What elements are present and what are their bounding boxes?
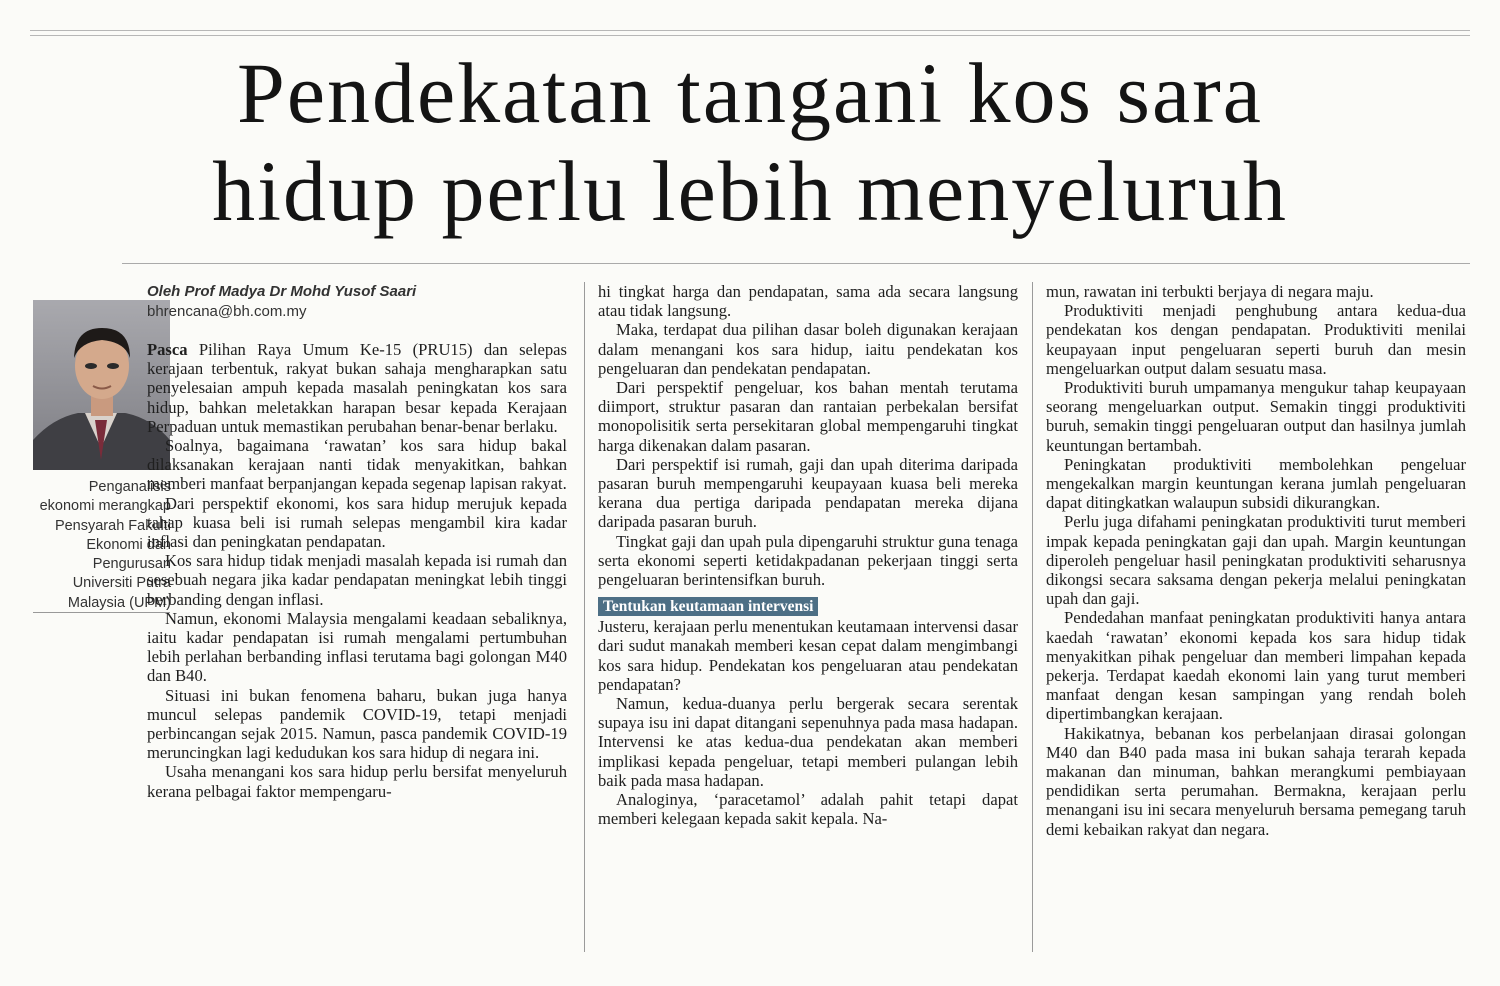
column-rule [1032, 282, 1033, 952]
caption-line: Pengurusan [92, 556, 171, 573]
caption-line: Malaysia (UPM) [67, 594, 171, 611]
paragraph: hi tingkat harga dan pendapatan, sama ada secara langsung atau tidak langsung. [598, 282, 1018, 321]
paragraph: Hakikatnya, bebanan kos perbelanjaan dirasai golongan M40 dan B40 pada masa ini bukan sahaja terarah kepada makanan dan minuman, bahkan merangkumi pembiayaan pendidikan serta perumahan. Bermakna, kerajaan perlu menangani isu ini secara menyeluruh bersama pemegang taruh demi kebaikan rakyat dan negara. [1046, 723, 1466, 839]
paragraph: Peningkatan produktiviti membolehkan pengeluar mengekalkan margin keuntungan kerana jumlah pengeluaran dapat ditingkatkan walaupun subsidi dikurangkan. [1046, 454, 1466, 513]
paragraph: Perlu juga difahami peningkatan produktiviti turut memberi impak kepada peningkatan gaji dan upah. Margin keuntungan diperoleh pengeluar hasil peningkatan produktiviti seharusnya dikongsi secara saksama dengan pekerja melalui peningkatan upah dan gaji. [1046, 512, 1466, 609]
headline-line-1: Pendekatan tangani kos sara [237, 45, 1263, 141]
byline: Oleh Prof Madya Dr Mohd Yusof Saari [147, 283, 417, 300]
paragraph: Produktiviti menjadi penghubung antara kedua-dua pendekatan kos dengan pendapatan. Produktiviti menilai keupayaan input pengeluaran seperti buruh dan mesin mengeluarkan output dalam sesuatu masa. [1046, 301, 1466, 378]
article-column-1 [147, 282, 567, 801]
paragraph: Dari perspektif ekonomi, kos sara hidup merujuk kepada tahap kuasa beli isi rumah selepas mengambil kira kadar inflasi dan peningkatan pendapatan. [147, 493, 567, 552]
lead-paragraph [147, 340, 567, 436]
section-rule [122, 263, 1470, 264]
caption-line: ekonomi merangkap [39, 498, 171, 515]
paragraph: Tingkat gaji dan upah pula dipengaruhi struktur guna tenaga serta ekonomi seperti ketidakpadanan pekerjaan tinggi serta pengeluaran berintensifkan buruh. [598, 531, 1018, 590]
paragraph: Kos sara hidup tidak menjadi masalah kepada isi rumah dan sesebuah negara jika kadar pendapatan meningkat lebih tinggi berbanding dengan inflasi. [147, 551, 567, 609]
author-email: bhrencana@bh.com.my [147, 303, 307, 320]
caption-line: Penganalisis [88, 479, 171, 495]
paragraph: mun, rawatan ini terbukti berjaya di negara maju. [1046, 282, 1374, 301]
paragraph: Namun, ekonomi Malaysia mengalami keadaan sebaliknya, iaitu kadar pendapatan isi rumah mengalami pertumbuhan lebih perlahan berbanding inflasi terutama bagi golongan M40 dan B40. [147, 608, 567, 686]
subheading: Tentukan keutamaan intervensi [598, 597, 818, 616]
column-rule [584, 282, 585, 952]
caption-line: Pensyarah Fakulti [54, 517, 171, 534]
paragraph: Pendedahan manfaat peningkatan produktiviti hanya antara kaedah ‘rawatan’ ekonomi kepada kos sara hidup tidak menyakitkan pihak pengeluar dan memberi limpahan kepada pekerja. Terdapat kaedah ekonomi lain yang turut memberi manfaat dengan kesan sampingan yang rendah boleh dipertimbangkan kerajaan. [1046, 608, 1466, 724]
paragraph: Analoginya, ‘paracetamol’ adalah pahit tetapi dapat memberi kelegaan kepada sakit kepala. Na- [598, 790, 1018, 829]
paragraph: Dari perspektif pengeluar, kos bahan mentah terutama diimport, struktur pasaran dan rantaian perbekalan bersifat monopolisitik serta persekitaran global mempengaruhi tingkat harga dikenakan dalam pasaran. [598, 378, 1018, 455]
paragraph: Justeru, kerajaan perlu menentukan keutamaan intervensi dasar dari sudut manakah memberi kesan cepat dalam mengimbangi kos sara hidup. Pendekatan kos pengeluaran atau pendekatan pendapatan? [598, 617, 1018, 694]
paragraph: Situasi ini bukan fenomena baharu, bukan juga hanya muncul selepas pandemik COVID-19, tetapi menjadi perbincangan sejak 2015. Namun, pasca pandemik COVID-19 meruncingkan lagi kedudukan kos sara hidup di negara ini. [147, 685, 567, 763]
paragraph: Namun, kedua-duanya perlu bergerak secara serentak supaya isu ini dapat ditangani sepenuhnya pada masa hadapan. Intervensi ke atas kedua-dua pendekatan akan memberi implikasi kepada pengeluar, tetapi memberi pulangan lebih baik pada masa hadapan. [598, 694, 1018, 790]
paragraph: Soalnya, bagaimana ‘rawatan’ kos sara hidup bakal dilaksanakan kerajaan nanti tidak menyakitkan, bahkan memberi manfaat berpanjangan kepada segenap lapisan rakyat. [147, 436, 567, 494]
headline-line-2: hidup perlu lebih menyeluruh [212, 143, 1288, 239]
paragraph: Produktiviti buruh umpamanya mengukur tahap keupayaan seorang mengeluarkan output. Semakin tinggi produktiviti buruh, semakin tinggi pengeluaran output dan hasilnya jumlah keuntungan bertambah. [1046, 378, 1466, 455]
headline [40, 44, 1460, 240]
paragraph: Maka, terdapat dua pilihan dasar boleh digunakan kerajaan dalam menangani kos sara hidup, iaitu pendekatan kos pengeluaran dan pendekatan pendapatan. [598, 320, 1018, 378]
paragraph: Dari perspektif isi rumah, gaji dan upah diterima daripada pasaran buruh mempengaruhi keupayaan kuasa beli mereka kerana dua pertiga daripada pendapatan mereka dijana daripada pasaran buruh. [598, 454, 1018, 532]
lead-text: Pilihan Raya Umum Ke-15 (PRU15) dan selepas kerajaan terbentuk, rakyat bukan sahaja mengharapkan satu penyelesaian ampuh kepada masalah peningkatan kos sara hidup, bahkan meletakkan harapan besar kepada Kerajaan Perpaduan untuk memastikan perubahan benar-benar berlaku. [147, 340, 567, 436]
top-rule [30, 30, 1470, 36]
article-column-2 [598, 282, 1018, 828]
caption-line: Universiti Putra [72, 575, 171, 592]
lead-word: Pasca [147, 340, 188, 359]
article-column-3 [1046, 282, 1466, 839]
caption-line: Ekonomi dan [86, 536, 171, 553]
paragraph: Usaha menangani kos sara hidup perlu bersifat menyeluruh kerana pelbagai faktor mempengaru- [147, 762, 567, 801]
